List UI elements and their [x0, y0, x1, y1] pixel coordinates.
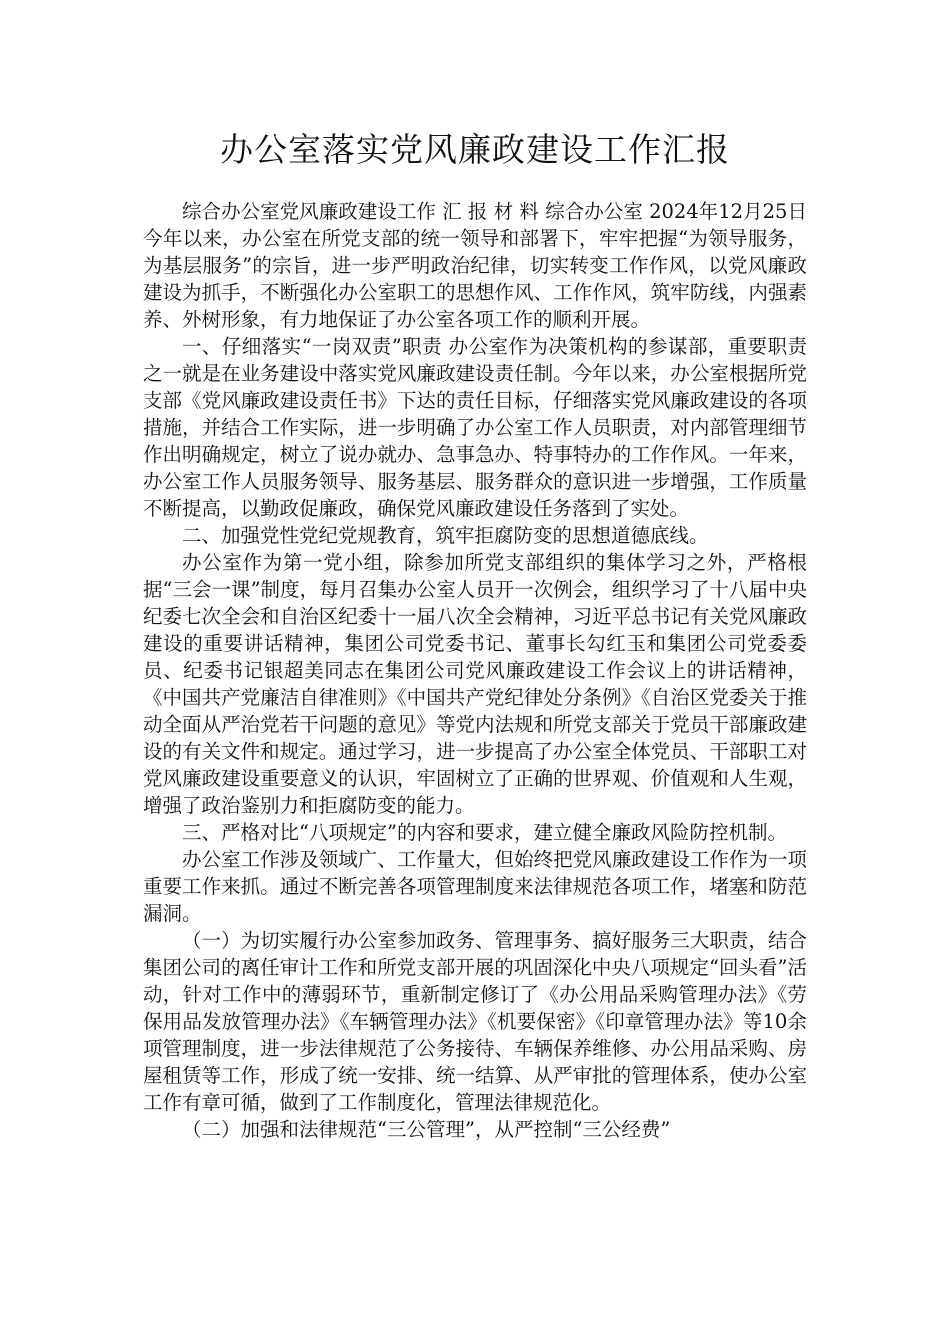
paragraph-subsection-1: （一）为切实履行办公室参加政务、管理事务、搞好服务三大职责，结合集团公司的离任审计工作和所党支部开展的巩固深化中央八项规定“回头看”活动，针对工作中的薄弱环节，重新制定修订了《办公用品采购管理办法》《劳保用品发放管理办法》《车辆管理办法》《机要保密》《印章管理办法》等10余项管理制度，进一步法律规范了公务接待、车辆保养维修、办公用品采购、房屋租赁等工作，形成了统一安排、统一结算、从严审批的管理体系，使办公室工作有章可循，做到了工作制度化，管理法律规范化。: [143, 929, 807, 1114]
paragraph-section-3: 办公室工作涉及领域广、工作量大，但始终把党风廉政建设工作作为一项重要工作来抓。通过不断完善各项管理制度来法律规范各项工作，堵塞和防范漏洞。: [143, 848, 807, 925]
paragraph-section-2: 办公室作为第一党小组，除参加所党支部组织的集体学习之外，严格根据“三会一课”制度，每月召集办公室人员开一次例会，组织学习了十八届中央纪委七次全会和自治区纪委十一届八次全会精神，习近平总书记有关党风廉政建设的重要讲话精神，集团公司党委书记、董事长勾红玉和集团公司党委委员、纪委书记银超美同志在集团公司党风廉政建设工作会议上的讲话精神，《中国共产党廉洁自律准则》《中国共产党纪律处分条例》《自治区党委关于推动全面从严治党若干问题的意见》等党内法规和所党支部关于党员干部廉政建设的有关文件和规定。通过学习，进一步提高了办公室全体党员、干部职工对党风廉政建设重要意义的认识，牢固树立了正确的世界观、价值观和人生观，增强了政治鉴别力和拒腐防变的能力。: [143, 551, 807, 817]
heading-section-3: 三、严格对比“八项规定”的内容和要求，建立健全廉政风险防控机制。: [182, 821, 787, 844]
paragraph-intro: 综合办公室党风廉政建设工作 汇 报 材 料 综合办公室 2024年12月25日 今年以来，办公室在所党支部的统一领导和部署下，牢牢把握“为领导服务，为基层服务”的宗旨，进一步严明政治纪律，切实转变工作作风，以党风廉政建设为抓手，不断强化办公室职工的思想作风、工作作风，筑牢防线，内强素养、外树形象，有力地保证了办公室各项工作的顺利开展。: [143, 200, 807, 331]
document-body: [143, 198, 807, 1143]
document-title: 办公室落实党风廉政建设工作汇报: [220, 130, 730, 169]
document-page: [143, 0, 807, 1344]
paragraph-subsection-2: （二）加强和法律规范“三公管理”，从严控制“三公经费”: [182, 1118, 671, 1141]
paragraph-section-1: 一、仔细落实“一岗双责”职责 办公室作为决策机构的参谋部，重要职责之一就是在业务建设中落实党风廉政建设责任制。今年以来，办公室根据所党支部《党风廉政建设责任书》下达的责任目标，仔细落实党风廉政建设的各项措施，并结合工作实际，进一步明确了办公室工作人员职责，对内部管理细节作出明确规定，树立了说办就办、急事急办、特事特办的工作作风。一年来，办公室工作人员服务领导、服务基层、服务群众的意识进一步增强，工作质量不断提高，以勤政促廉政，确保党风廉政建设任务落到了实处。: [143, 335, 807, 520]
heading-section-2: 二、加强党性党纪党规教育，筑牢拒腐防变的思想道德底线。: [182, 524, 709, 547]
